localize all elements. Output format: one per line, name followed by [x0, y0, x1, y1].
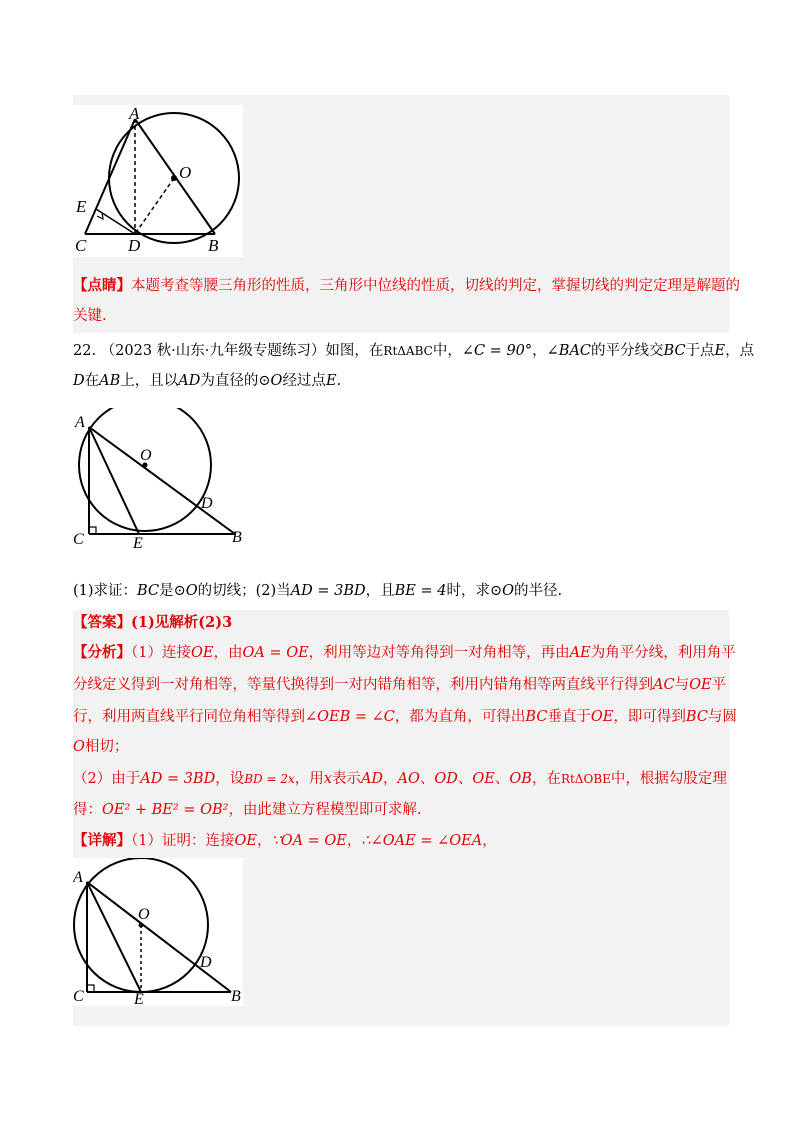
question-text: 时，求: [446, 583, 490, 599]
analysis-text: 、: [419, 771, 435, 787]
analysis-text: 相切；: [84, 739, 129, 755]
segment-oe: OE: [472, 771, 495, 787]
analysis-text: ，利用等边对等角得到一对角相等，再由: [308, 645, 570, 661]
segment-bc: BC: [525, 709, 548, 725]
analysis-text: （1）连接: [131, 645, 191, 661]
fig1-label-a: A: [129, 105, 140, 123]
problem-line-2: [73, 370, 733, 392]
problem-line-1: [73, 340, 755, 362]
problem-text: 经过点: [282, 373, 326, 389]
point-e: E: [714, 343, 726, 359]
problem-text: ，: [532, 343, 547, 359]
note-text-2: 关键.: [73, 308, 107, 324]
segment-oe: OE: [234, 833, 257, 849]
triangle-name: RtΔABC: [383, 344, 433, 358]
analysis-line-6: [73, 799, 733, 821]
analysis-text: ，: [383, 771, 398, 787]
circle-o: ⊙O: [258, 373, 283, 389]
note-line-1: [73, 275, 740, 297]
analysis-text: ，由: [213, 645, 243, 661]
analysis-line-3: [73, 706, 737, 728]
analysis-line-1: [73, 642, 736, 664]
analysis-line-2: [73, 674, 733, 696]
analysis-text: （2）由于: [73, 771, 141, 787]
segment-bc: BC: [137, 583, 160, 599]
analysis-text: 行，利用两直线平行同位角相等得到: [73, 709, 305, 725]
detail-text: ，: [256, 833, 272, 849]
question-text: ，且: [365, 583, 395, 599]
note-line-2: [73, 305, 733, 327]
circle-o: ⊙O: [173, 583, 198, 599]
analysis-text: 得：: [73, 802, 102, 818]
question-line: [73, 580, 733, 602]
segment-ae: AE: [569, 645, 591, 661]
segment-ob: OB: [509, 771, 532, 787]
segment-oe: OE: [190, 645, 214, 661]
analysis-line-5: [73, 768, 733, 790]
therefore-statement: ∴∠OAE = ∠OEA: [361, 833, 483, 849]
problem-text: 在: [84, 373, 100, 389]
equation-bd: BD = 2x: [244, 772, 295, 786]
equation-be: BE = 4: [394, 583, 447, 599]
analysis-text: ，在: [531, 771, 561, 787]
segment-ab: AB: [99, 373, 121, 389]
fig2-label-e: E: [133, 535, 143, 552]
segment-ao: AO: [397, 771, 420, 787]
figure-1: [73, 105, 243, 257]
fig3-label-c: C: [73, 988, 84, 1005]
detail-tag: 【详解】: [73, 832, 131, 849]
problem-text: ，点: [725, 343, 755, 359]
segment-ad: AD: [178, 373, 201, 389]
question-text: 的切线；(2)当: [197, 583, 291, 599]
analysis-line-4: [73, 736, 733, 758]
detail-text: ，: [346, 833, 362, 849]
analysis-text: 表示: [331, 771, 361, 787]
analysis-text: ，由此建立方程模型即可求解.: [228, 802, 422, 818]
equation-ad: AD = 3BD: [140, 771, 216, 787]
analysis-text: 垂直于: [547, 709, 591, 725]
fig2-label-b: B: [232, 529, 242, 546]
analysis-text: 与圆: [707, 709, 737, 725]
equation-ad: AD = 3BD: [290, 583, 366, 599]
analysis-text: 为角平分线，利用角平: [590, 645, 736, 661]
problem-text: 如图，在: [325, 343, 384, 359]
analysis-text: 、: [494, 771, 510, 787]
variable-x: x: [323, 771, 332, 787]
problem-text: .: [336, 373, 342, 389]
figure-3-diagram: [73, 858, 243, 1006]
angle-c: ∠C = 90°: [461, 343, 533, 359]
fig2-label-a: A: [75, 414, 85, 431]
because-statement: ∵OA = OE: [271, 833, 347, 849]
fig3-label-d: D: [200, 954, 212, 971]
problem-text: 于点: [685, 343, 715, 359]
answer-line: [73, 612, 733, 634]
fig1-label-b: B: [208, 236, 219, 255]
fig1-label-c: C: [75, 236, 87, 255]
problem-source: （2023 秋·山东·九年级专题练习）: [100, 343, 326, 359]
fig1-label-d: D: [128, 236, 141, 255]
segment-bc: BC: [663, 343, 686, 359]
fig2-label-c: C: [73, 531, 84, 548]
analysis-text: 中，根据勾股定理: [610, 771, 727, 787]
analysis-text: ，都为直角，可得出: [394, 709, 526, 725]
detail-text: （1）证明：连接: [131, 833, 235, 849]
analysis-text: 、: [457, 771, 473, 787]
angle-equation: ∠OEB = ∠C: [305, 709, 395, 725]
point-e: E: [325, 373, 337, 389]
fig1-label-e: E: [76, 197, 87, 216]
fig3-label-e: E: [134, 991, 144, 1006]
segment-od: OD: [434, 771, 458, 787]
segment-ad: AD: [360, 771, 384, 787]
equation-oa-oe: OA = OE: [242, 645, 309, 661]
pythagoras-equation: OE² + BE² = OB²: [102, 802, 229, 818]
problem-text: 为直径的: [200, 373, 259, 389]
question-text: 的半径.: [514, 583, 563, 599]
detail-line: [73, 830, 733, 852]
analysis-text: ，即可得到: [613, 709, 686, 725]
point-o: O: [73, 739, 85, 755]
circle-o: ⊙O: [490, 583, 515, 599]
problem-text: 上，且以: [120, 373, 179, 389]
analysis-text: 与: [674, 677, 690, 693]
segment-oe: OE: [590, 709, 614, 725]
answer-text: (1)见解析(2)3: [131, 614, 233, 631]
point-d: D: [73, 373, 85, 389]
segment-bc: BC: [685, 709, 708, 725]
figure-2-diagram: [73, 408, 253, 553]
analysis-text: 平: [711, 677, 727, 693]
triangle-obe: RtΔOBE: [560, 772, 611, 786]
figure-1-diagram: [73, 105, 243, 257]
note-tag: 【点睛】: [73, 277, 131, 294]
note-text-1: 本题考查等腰三角形的性质，三角形中位线的性质，切线的判定，掌握切线的判定定理是解题的: [131, 278, 740, 294]
problem-number: 22.: [73, 343, 97, 359]
fig2-label-d: D: [201, 495, 213, 512]
fig2-label-o: O: [140, 447, 152, 464]
answer-tag: 【答案】: [73, 614, 131, 631]
problem-text: 中，: [432, 343, 462, 359]
fig1-label-o: O: [179, 163, 192, 182]
analysis-text: ，设: [215, 771, 245, 787]
fig3-label-o: O: [138, 906, 150, 923]
analysis-text: 分线定义得到一对角相等，等量代换得到一对内错角相等，利用内错角相等两直线平行得到: [73, 677, 653, 693]
question-text: 是: [159, 583, 174, 599]
figure-2: [73, 408, 253, 553]
analysis-tag: 【分析】: [73, 644, 131, 661]
angle-bac: ∠BAC: [546, 343, 592, 359]
figure-3: [73, 858, 243, 1006]
detail-text: ，: [482, 833, 497, 849]
analysis-text: ，用: [294, 771, 324, 787]
question-text: (1)求证：: [73, 583, 138, 599]
segment-ac: AC: [653, 677, 675, 693]
fig3-label-b: B: [231, 988, 241, 1005]
segment-oe: OE: [689, 677, 712, 693]
fig3-label-a: A: [73, 869, 83, 886]
problem-text: 的平分线交: [591, 343, 664, 359]
